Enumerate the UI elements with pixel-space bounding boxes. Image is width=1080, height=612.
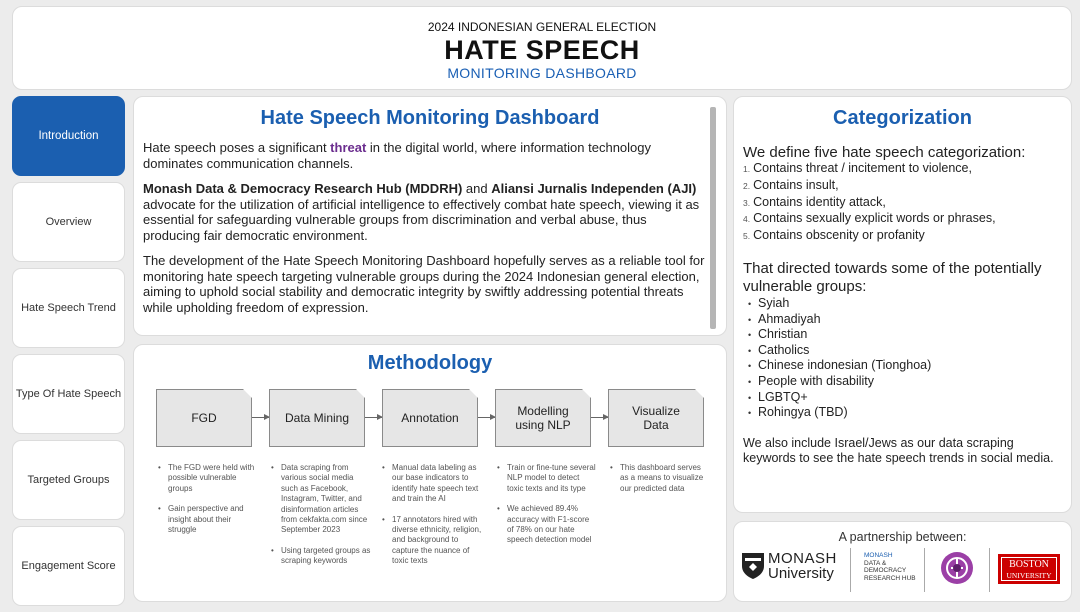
list-item: • Using targeted groups as scraping keywords xyxy=(269,546,371,567)
bu-logo xyxy=(998,554,1060,584)
step-label: Annotation xyxy=(401,411,459,425)
nav-label: Targeted Groups xyxy=(27,474,110,486)
threat-highlight: threat xyxy=(330,140,367,155)
arrow-icon xyxy=(478,417,495,418)
list-item: • This dashboard serves as a means to visualize our predicted data xyxy=(608,463,710,494)
nav-engagement-score[interactable] xyxy=(12,526,125,606)
list-item: • We achieved 89.4% accuracy with F1-score of 78% on our hate speech detection model xyxy=(495,504,597,546)
org-aji: Aliansi Jurnalis Independen (AJI) xyxy=(491,181,697,196)
fold-corner xyxy=(356,389,365,398)
step-label: Data Mining xyxy=(284,411,350,425)
group-item: • Syiah xyxy=(748,296,1071,312)
aji-emblem-icon xyxy=(939,550,975,586)
arrow-icon xyxy=(591,417,608,418)
categorization-intro: We define five hate speech categorization: xyxy=(743,144,1026,161)
fold-corner xyxy=(695,389,704,398)
fold-corner xyxy=(469,389,478,398)
step-visualize xyxy=(608,389,704,447)
mddrh-text: DATA & xyxy=(864,559,887,567)
aji-logo xyxy=(939,550,975,591)
header-panel xyxy=(12,6,1072,90)
bu-text: UNIVERSITY xyxy=(1006,571,1052,580)
category-item: 2. Contains insult, xyxy=(743,177,839,192)
mddrh-text: DEMOCRACY xyxy=(864,567,907,574)
nav-hate-speech-trend[interactable] xyxy=(12,268,125,348)
nav-type-of-hate-speech[interactable] xyxy=(12,354,125,434)
step-annotation-details xyxy=(380,463,482,577)
divider xyxy=(924,548,925,592)
group-item: • Rohingya (TBD) xyxy=(748,405,1071,421)
nav-overview[interactable] xyxy=(12,182,125,262)
list-item: • The FGD were held with possible vulnerable groups xyxy=(156,463,258,494)
nav-label: Type Of Hate Speech xyxy=(15,388,122,400)
mddrh-text: RESEARCH HUB xyxy=(864,574,916,582)
step-label: FGD xyxy=(191,411,217,425)
monash-text: MONASH xyxy=(768,550,837,567)
divider xyxy=(989,548,990,592)
group-item: • Ahmadiyah xyxy=(748,312,1071,328)
monash-shield-icon xyxy=(741,552,765,580)
category-list xyxy=(743,161,1071,245)
step-visualize-details xyxy=(608,463,710,504)
group-item: • People with disability xyxy=(748,374,1071,390)
category-item: 5. Contains obscenity or profanity xyxy=(743,228,925,243)
fold-corner xyxy=(582,389,591,398)
bu-text: BOSTON xyxy=(1009,559,1049,570)
header-subtitle: MONITORING DASHBOARD xyxy=(447,65,637,81)
methodology-panel xyxy=(133,344,727,602)
category-item: 3. Contains identity attack, xyxy=(743,194,886,209)
step-data-mining xyxy=(269,389,365,447)
intro-scrollbar[interactable] xyxy=(710,107,716,329)
intro-text: in the digital world, where information technology dominates communication channels. xyxy=(143,140,652,171)
nav-label: Overview xyxy=(45,216,92,228)
intro-panel xyxy=(133,96,727,336)
list-item: • Manual data labeling as our base indicators to identify hate speech text and train the AI xyxy=(380,463,482,505)
partnership-panel xyxy=(733,521,1072,602)
nav-label: Introduction xyxy=(38,130,99,142)
header-title: HATE SPEECH xyxy=(444,35,640,65)
arrow-icon xyxy=(252,417,269,418)
divider xyxy=(850,548,851,592)
groups-intro: That directed towards some of the potentially vulnerable groups: xyxy=(743,259,1042,295)
intro-title: Hate Speech Monitoring Dashboard xyxy=(260,107,600,129)
list-item: • 17 annotators hired with diverse ethnicity, religion, and background to capture the nuance of toxic texts xyxy=(380,515,482,567)
mddrh-text: MONASH xyxy=(864,552,893,559)
header-supertitle: 2024 INDONESIAN GENERAL ELECTION xyxy=(427,20,657,34)
group-list xyxy=(748,296,1071,421)
list-item: • Data scraping from various social media such as Facebook, Instagram, Twitter, and disinformation articles from cekfakta.com since September 2023 xyxy=(269,463,371,536)
group-item: • Catholics xyxy=(748,343,1071,359)
list-item: • Train or fine-tune several NLP model to detect toxic texts and its type xyxy=(495,463,597,494)
nav-targeted-groups[interactable] xyxy=(12,440,125,520)
intro-paragraph-1 xyxy=(143,140,706,171)
category-text: Contains sexually explicit words or phrases, xyxy=(753,211,996,226)
monash-wordmark xyxy=(768,551,837,581)
also-note: We also include Israel/Jews as our data scraping keywords to see the hate speech trends in social media. xyxy=(743,435,1054,466)
step-modelling xyxy=(495,389,591,447)
nav-introduction[interactable] xyxy=(12,96,125,176)
methodology-title: Methodology xyxy=(367,352,493,374)
category-text: Contains threat / incitement to violence, xyxy=(753,161,972,175)
step-fgd xyxy=(156,389,252,447)
group-item: • LGBTQ+ xyxy=(748,390,1071,406)
category-text: Contains identity attack, xyxy=(753,194,886,209)
step-modelling-details xyxy=(495,463,597,556)
monash-text: University xyxy=(768,565,834,582)
nav-label: Engagement Score xyxy=(21,560,116,572)
org-mddrh: Monash Data & Democracy Research Hub (MDDRH) xyxy=(143,181,463,196)
category-item: 4. Contains sexually explicit words or phrases, xyxy=(743,211,996,226)
list-item: • Gain perspective and insight about their struggle xyxy=(156,504,258,535)
intro-text: Hate speech poses a significant xyxy=(143,140,331,155)
intro-paragraph-3: The development of the Hate Speech Monitoring Dashboard hopefully serves as a reliable tool for monitoring hate speech targeting vulnerable groups during the 2024 Indonesian general election, aiming to uphold social stability and democratic integrity by swiftly addressing potential threats while upholding freedom of expression. xyxy=(143,253,705,315)
step-annotation xyxy=(382,389,478,447)
category-text: Contains obscenity or profanity xyxy=(753,228,925,243)
step-fgd-details xyxy=(156,463,258,545)
arrow-icon xyxy=(365,417,382,418)
step-label: Visualize Data xyxy=(632,404,680,432)
intro-paragraph-2 xyxy=(143,181,706,243)
category-item: 1. Contains threat / incitement to violence, xyxy=(743,161,972,175)
categorization-title: Categorization xyxy=(833,107,972,129)
intro-text: and xyxy=(462,181,492,196)
monash-logo xyxy=(741,552,765,585)
step-label: Modelling using NLP xyxy=(515,404,571,432)
intro-text: advocate for the utilization of artificial intelligence to effectively combat hate speech, viewing it as essential for safeguarding vulnerable groups from discrimination and verbal abuse, thus producing fair democratic environment. xyxy=(143,196,700,243)
group-item: • Chinese indonesian (Tionghoa) xyxy=(748,358,1071,374)
fold-corner xyxy=(243,389,252,398)
partnership-title: A partnership between: xyxy=(838,530,967,544)
nav-label: Hate Speech Trend xyxy=(21,302,116,314)
categorization-panel xyxy=(733,96,1072,513)
mddrh-logo xyxy=(864,552,916,582)
group-item: • Christian xyxy=(748,327,1071,343)
category-text: Contains insult, xyxy=(753,177,839,192)
step-data-mining-details xyxy=(269,463,371,577)
